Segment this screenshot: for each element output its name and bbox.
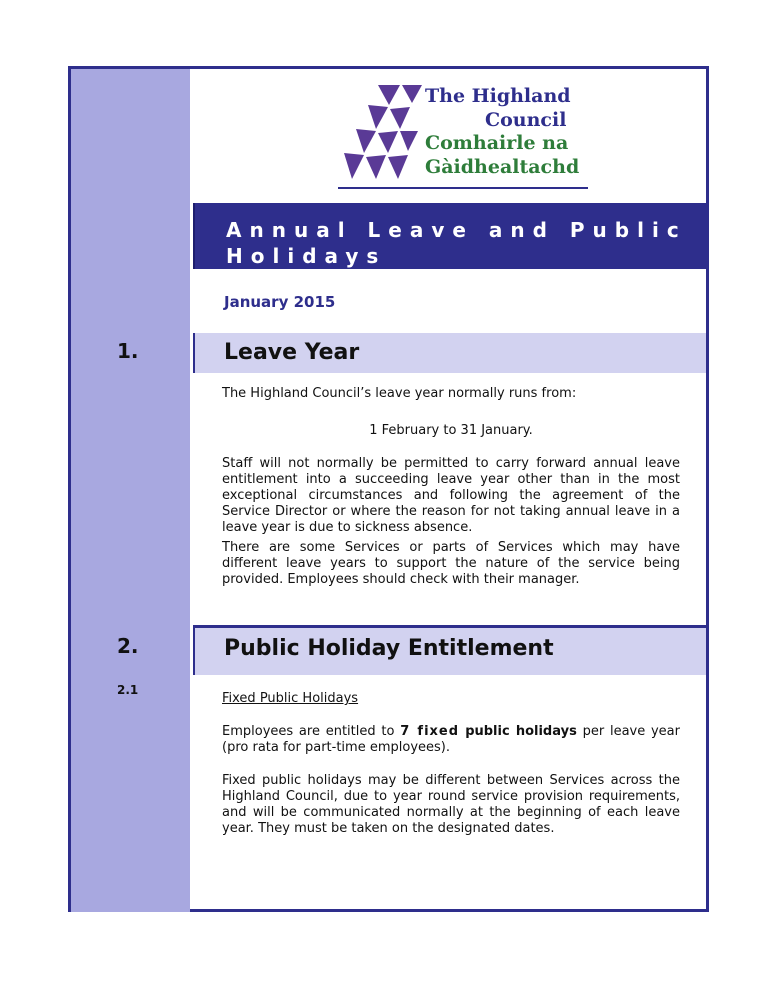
subsection-2-1-number: 2.1 — [117, 683, 139, 697]
logo-wordmark — [425, 85, 579, 179]
logo-line-3: Comhairle na — [425, 132, 569, 154]
logo-line-2: Council — [485, 108, 567, 131]
document-content — [190, 69, 706, 909]
entitlement-fixed-count: 7 fixed — [400, 724, 460, 739]
document-frame — [68, 66, 709, 912]
section-1-header — [193, 333, 706, 373]
section-1-title: Leave Year — [224, 340, 360, 365]
section-2-header — [193, 625, 706, 675]
entitlement-paragraph — [222, 724, 680, 756]
subsection-2-1-title: Fixed Public Holidays — [222, 691, 359, 706]
logo-underline — [338, 187, 588, 189]
logo-line-4: Gàidhealtachd — [425, 155, 580, 178]
section-1-number: 1. — [117, 339, 139, 363]
title-banner — [193, 203, 706, 269]
logo-line-1: The Highland — [425, 85, 571, 107]
entitlement-bold: public holidays — [459, 724, 577, 739]
leave-year-intro: The Highland Council’s leave year normally runs from: — [222, 386, 577, 401]
section-2-number: 2. — [117, 634, 139, 658]
carry-forward-paragraph: Staff will not normally be permitted to carry forward annual leave entitlement into a succeeding leave year other than in the most exceptional circumstances and following the agreement of the Service Director or where the reason for not taking annual leave in a leave year is due to sickness absence. — [222, 456, 680, 535]
council-logo — [338, 83, 588, 189]
leave-year-period: 1 February to 31 January. — [369, 423, 533, 438]
document-title: Annual Leave and Public Holidays — [226, 218, 687, 268]
document-date: January 2015 — [224, 293, 336, 311]
section-2-title: Public Holiday Entitlement — [224, 636, 554, 661]
left-sidebar — [71, 69, 190, 912]
entitlement-text-end: per leave year (pro rata for part-time employees). — [222, 724, 680, 755]
services-paragraph: There are some Services or parts of Services which may have different leave years to support the nature of the service being provided. Employees should check with their manager. — [222, 540, 680, 587]
fixed-holidays-note: Fixed public holidays may be different between Services across the Highland Council, due to year round service provision requirements, and will be communicated normally at the beginning of each leave year. They must be taken on the designated dates. — [222, 773, 680, 836]
entitlement-text-start: Employees are entitled to — [222, 724, 401, 739]
triangle-mark-icon — [338, 83, 424, 187]
